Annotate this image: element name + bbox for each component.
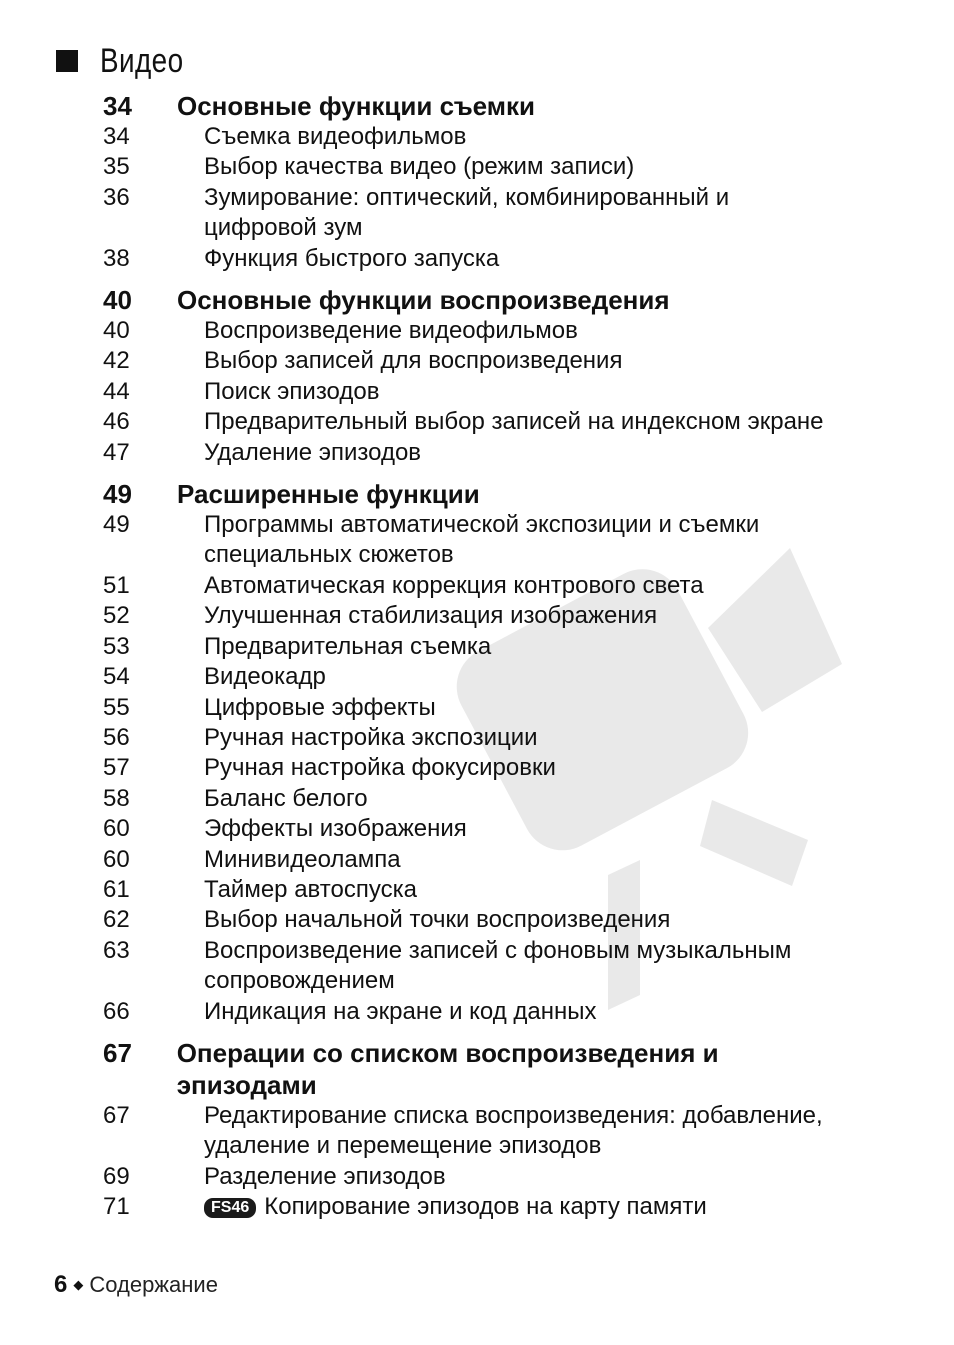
entry-page-number: 63 <box>103 936 130 964</box>
entry-page-number: 67 <box>103 1101 130 1129</box>
entry-title: Эффекты изображения <box>204 815 467 843</box>
entry-title: Программы автоматической экспозиции и съемки специальных сюжетов <box>204 511 760 569</box>
toc-entry[interactable] <box>103 244 863 274</box>
entry-page-number: 47 <box>103 438 130 466</box>
entry-page-number: 60 <box>103 845 130 873</box>
table-of-contents <box>103 90 863 1233</box>
entry-title: Воспроизведение видеофильмов <box>204 317 578 345</box>
toc-entry[interactable] <box>103 601 863 631</box>
entry-page-number: 51 <box>103 571 130 599</box>
toc-entry[interactable] <box>103 346 863 376</box>
entry-title: Автоматическая коррекция контрового света <box>204 571 704 599</box>
toc-entry[interactable] <box>103 571 863 601</box>
section-page-number: 49 <box>103 479 132 510</box>
entry-title: Зумирование: оптический, комбинированный и цифровой зум <box>204 183 730 242</box>
section-title: Расширенные функции <box>177 479 480 510</box>
page-title-text: Видео <box>100 41 184 80</box>
toc-section <box>103 1037 863 1223</box>
entry-page-number: 57 <box>103 754 130 782</box>
section-page-number: 67 <box>103 1037 132 1068</box>
entry-title: Поиск эпизодов <box>204 377 380 405</box>
entry-title-text: Копирование эпизодов на карту памяти <box>264 1193 707 1221</box>
entry-title: Ручная настройка экспозиции <box>204 723 538 751</box>
entry-page-number: 52 <box>103 602 130 630</box>
toc-entry[interactable] <box>103 753 863 783</box>
entry-title: Индикация на экране и код данных <box>204 997 597 1025</box>
section-title: Основные функции съемки <box>177 91 536 121</box>
model-badge: FS46 <box>204 1198 256 1218</box>
entry-title: Видеокадр <box>204 663 326 691</box>
entry-page-number: 53 <box>103 632 130 660</box>
toc-section <box>103 478 863 1027</box>
toc-entry[interactable] <box>103 152 863 182</box>
entry-page-number: 36 <box>103 183 130 211</box>
entry-page-number: 42 <box>103 347 130 375</box>
entry-title: Таймер автоспуска <box>204 875 417 903</box>
toc-entry[interactable] <box>103 814 863 844</box>
entry-page-number: 55 <box>103 693 130 721</box>
toc-entry[interactable] <box>103 693 863 723</box>
section-title: Операции со списком воспроизведения и эпизодами <box>176 1037 719 1100</box>
toc-entry[interactable] <box>103 377 863 407</box>
entry-page-number: 49 <box>103 511 130 539</box>
page-footer <box>54 1271 218 1299</box>
toc-entry[interactable] <box>103 723 863 753</box>
entry-title: Воспроизведение записей с фоновым музыкальным сопровождением <box>204 936 792 995</box>
footer-section-link[interactable]: Содержание <box>89 1272 218 1297</box>
toc-entry[interactable] <box>103 316 863 346</box>
entry-title: Цифровые эффекты <box>204 693 436 721</box>
page-title <box>56 38 202 84</box>
entry-page-number: 66 <box>103 997 130 1025</box>
entry-title: Съемка видеофильмов <box>204 123 467 150</box>
entry-page-number: 38 <box>103 244 130 272</box>
toc-entry[interactable] <box>103 845 863 875</box>
entry-title: Предварительный выбор записей на индексном экране <box>204 408 824 436</box>
entry-page-number: 62 <box>103 906 130 934</box>
toc-entry[interactable] <box>103 905 863 935</box>
entry-page-number: 40 <box>103 317 130 345</box>
toc-entry[interactable] <box>103 1101 863 1162</box>
entry-title: Ручная настройка фокусировки <box>204 754 556 782</box>
toc-entry[interactable] <box>103 122 863 152</box>
toc-entry[interactable] <box>103 632 863 662</box>
entry-page-number: 46 <box>103 408 130 436</box>
toc-entry[interactable] <box>103 510 863 571</box>
section-heading[interactable] <box>103 478 863 510</box>
section-title: Основные функции воспроизведения <box>177 285 670 316</box>
entry-title: Разделение эпизодов <box>204 1162 446 1190</box>
entry-title <box>204 1192 844 1222</box>
entry-title: Баланс белого <box>204 784 368 812</box>
entry-page-number: 54 <box>103 663 130 691</box>
entry-title: Выбор начальной точки воспроизведения <box>204 906 671 934</box>
toc-entry[interactable] <box>103 438 863 468</box>
entry-title: Минивидеолампа <box>204 845 401 873</box>
section-square-icon <box>56 50 78 72</box>
entry-title: Улучшенная стабилизация изображения <box>204 602 658 630</box>
section-page-number: 40 <box>103 285 132 316</box>
entry-title: Редактирование списка воспроизведения: добавление, удаление и перемещение эпизодов <box>204 1101 823 1160</box>
diamond-icon: ◆ <box>73 1277 84 1292</box>
footer-page-number: 6 <box>54 1271 68 1298</box>
section-heading[interactable] <box>103 284 863 316</box>
toc-entry[interactable] <box>103 784 863 814</box>
entry-page-number: 60 <box>103 815 130 843</box>
section-heading[interactable] <box>103 90 863 122</box>
toc-entry[interactable] <box>103 997 863 1027</box>
toc-section <box>103 284 863 468</box>
entry-page-number: 58 <box>103 784 130 812</box>
section-heading[interactable] <box>103 1037 863 1101</box>
entry-title: Предварительная съемка <box>204 632 492 660</box>
entry-page-number: 61 <box>103 875 130 903</box>
toc-entry[interactable] <box>103 1192 863 1222</box>
entry-page-number: 44 <box>103 377 130 405</box>
entry-title: Функция быстрого запуска <box>204 244 500 272</box>
toc-entry[interactable] <box>103 183 863 244</box>
toc-entry[interactable] <box>103 662 863 692</box>
toc-entry[interactable] <box>103 1162 863 1192</box>
toc-entry[interactable] <box>103 407 863 437</box>
entry-page-number: 69 <box>103 1162 130 1190</box>
entry-page-number: 34 <box>103 123 130 150</box>
entry-title: Выбор качества видео (режим записи) <box>204 153 635 181</box>
entry-title: Удаление эпизодов <box>204 438 422 466</box>
entry-page-number: 71 <box>103 1193 130 1221</box>
toc-entry[interactable] <box>103 875 863 905</box>
entry-title: Выбор записей для воспроизведения <box>204 347 623 375</box>
toc-entry[interactable] <box>103 936 863 997</box>
entry-page-number: 35 <box>103 153 130 181</box>
toc-section <box>103 90 863 274</box>
entry-page-number: 56 <box>103 723 130 751</box>
section-page-number: 34 <box>103 91 132 121</box>
